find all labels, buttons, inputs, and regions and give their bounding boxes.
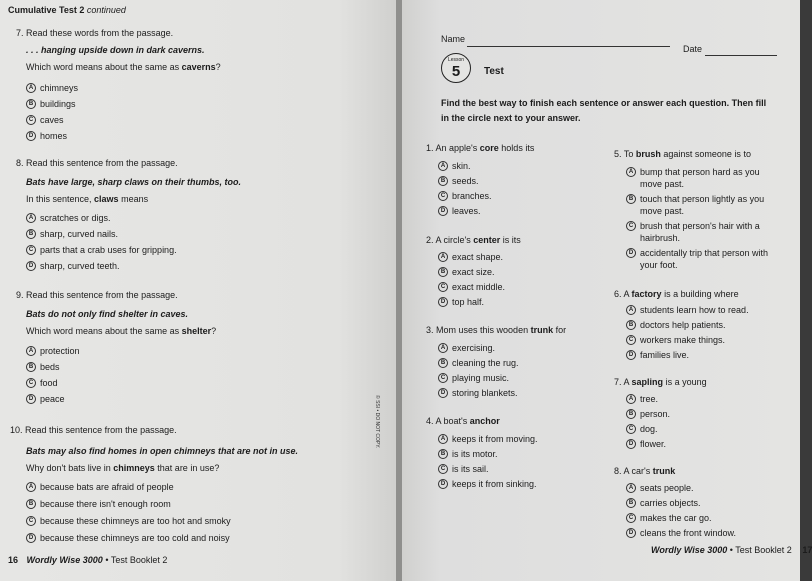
rq8-option-b-text: carries objects. <box>640 498 701 508</box>
rq7-option-b-text: person. <box>640 409 671 419</box>
rq6-option-b[interactable] <box>626 320 726 330</box>
bubble-b-icon[interactable]: B <box>26 499 36 509</box>
bubble-d-icon[interactable]: D <box>26 394 36 404</box>
rq5-option-d[interactable] <box>626 248 768 258</box>
rq3-option-d[interactable] <box>438 388 518 398</box>
right-footer-sub: • Test Booklet 2 <box>727 545 792 555</box>
q7-option-c[interactable] <box>26 115 64 125</box>
rq7-post: is a young <box>663 377 707 387</box>
q8-option-b-text: sharp, curved nails. <box>40 229 119 239</box>
bubble-b-icon[interactable]: B <box>626 194 636 204</box>
q9-option-d-text: peace <box>40 394 65 404</box>
header-suffix: continued <box>86 5 126 15</box>
rq1-option-c[interactable] <box>438 191 492 201</box>
bubble-c-icon[interactable]: C <box>26 245 36 255</box>
q9-quote: Bats do not only find shelter in caves. <box>26 309 189 319</box>
bubble-a-icon[interactable]: A <box>626 483 636 493</box>
rq1-option-d-text: leaves. <box>452 206 481 216</box>
q9-number: 9. <box>16 290 24 300</box>
header-title <box>8 5 126 15</box>
rq6-option-a-text: students learn how to read. <box>640 305 749 315</box>
right-footer <box>651 545 812 555</box>
rq2-prompt <box>426 235 521 245</box>
rq2-option-d[interactable] <box>438 297 484 307</box>
left-page-number: 16 <box>8 555 19 565</box>
bubble-a-icon[interactable]: A <box>438 434 448 444</box>
rq4-prompt <box>426 416 500 426</box>
rq7-option-b[interactable] <box>626 409 670 419</box>
q7-option-a[interactable] <box>26 83 78 93</box>
bubble-d-icon[interactable]: D <box>626 439 636 449</box>
bubble-c-icon[interactable]: C <box>626 424 636 434</box>
rq3-option-c[interactable] <box>438 373 509 383</box>
rq6-number: 6. <box>614 289 622 299</box>
bubble-d-icon[interactable]: D <box>26 131 36 141</box>
rq8-pre: A car's <box>623 466 653 476</box>
rq3-option-a-text: exercising. <box>452 343 496 353</box>
bubble-c-icon[interactable]: C <box>438 282 448 292</box>
bubble-b-icon[interactable]: B <box>26 99 36 109</box>
q7-ask-pre: Which word means about the same as <box>26 62 182 72</box>
rq8-option-a-text: seats people. <box>640 483 694 493</box>
lesson-number: 5 <box>451 63 461 80</box>
rq2-option-c[interactable] <box>438 282 505 292</box>
rq5-option-a[interactable] <box>626 167 760 177</box>
rq6-option-d-text: families live. <box>640 350 690 360</box>
q10-prompt-text: Read this sentence from the passage. <box>25 425 177 435</box>
rq5-option-c[interactable] <box>626 221 760 231</box>
rq6-word: factory <box>631 289 662 299</box>
rq2-option-b[interactable] <box>438 267 495 277</box>
q10-option-a[interactable] <box>26 482 174 492</box>
rq2-option-a-text: exact shape. <box>452 252 504 262</box>
rq6-post: is a building where <box>661 289 739 299</box>
q7-option-d[interactable] <box>26 131 67 141</box>
bubble-d-icon[interactable]: D <box>26 533 36 543</box>
rq7-number: 7. <box>614 377 622 387</box>
bubble-a-icon[interactable]: A <box>438 252 448 262</box>
bubble-b-icon[interactable]: B <box>626 409 636 419</box>
rq8-option-a[interactable] <box>626 483 694 493</box>
rq4-option-b[interactable] <box>438 449 498 459</box>
rq8-number: 8. <box>614 466 622 476</box>
rq5-option-a-cont: move past. <box>640 179 685 189</box>
q8-option-b[interactable] <box>26 229 118 239</box>
q8-quote: Bats have large, sharp claws on their thumbs, too. <box>26 177 242 187</box>
lesson-badge <box>441 53 471 83</box>
instructions-line-1: Find the best way to finish each sentence or answer each question. Then fill <box>441 98 767 108</box>
q8-ask-pre: In this sentence, <box>26 194 95 204</box>
q8-prompt-text: Read this sentence from the passage. <box>26 158 178 168</box>
rq1-option-a[interactable] <box>438 161 471 171</box>
q8-number: 8. <box>16 158 24 168</box>
q9-option-b-text: beds <box>40 362 60 372</box>
rq7-word: sapling <box>631 377 664 387</box>
bubble-c-icon[interactable]: C <box>438 464 448 474</box>
q8-option-d-text: sharp, curved teeth. <box>40 261 120 271</box>
bubble-b-icon[interactable]: B <box>26 229 36 239</box>
rq3-post: for <box>553 325 567 335</box>
right-page-number: 17 <box>802 545 812 555</box>
rq3-pre: Mom uses this wooden <box>436 325 531 335</box>
rq4-pre: A boat's <box>435 416 470 426</box>
q8-ask <box>26 194 148 204</box>
bubble-b-icon[interactable]: B <box>438 176 448 186</box>
q7-option-d-text: homes <box>40 131 68 141</box>
rq4-option-c-text: is its sail. <box>452 464 489 474</box>
rq6-pre: A <box>623 289 632 299</box>
bubble-a-icon[interactable]: A <box>626 167 636 177</box>
rq8-option-c-text: makes the car go. <box>640 513 712 523</box>
q10-option-d-text: because these chimneys are too cold and noisy <box>40 533 230 543</box>
q8-ask-word: claws <box>94 194 119 204</box>
bubble-c-icon[interactable]: C <box>438 373 448 383</box>
name-field[interactable] <box>467 46 670 47</box>
q8-option-d[interactable] <box>26 261 120 271</box>
rq6-option-d[interactable] <box>626 350 689 360</box>
rq8-option-c[interactable] <box>626 513 712 523</box>
bubble-b-icon[interactable]: B <box>626 320 636 330</box>
bubble-c-icon[interactable]: C <box>438 191 448 201</box>
bubble-c-icon[interactable]: C <box>626 221 636 231</box>
rq4-option-d-text: keeps it from sinking. <box>452 479 537 489</box>
rq4-number: 4. <box>426 416 434 426</box>
date-label: Date <box>683 44 703 54</box>
rq4-option-b-text: is its motor. <box>452 449 498 459</box>
q8-option-c-text: parts that a crab uses for gripping. <box>40 245 177 255</box>
rq5-option-b-text: touch that person lightly as you <box>640 194 765 204</box>
q9-option-d[interactable] <box>26 394 65 404</box>
date-field[interactable] <box>705 55 777 56</box>
rq6-prompt <box>614 289 739 299</box>
lesson-label: Lesson <box>447 57 465 63</box>
q9-ask <box>26 326 216 336</box>
copyright-notice: © SSI • DO NOT COPY. <box>374 395 380 449</box>
q8-option-c[interactable] <box>26 245 177 255</box>
rq4-word: anchor <box>469 416 500 426</box>
q7-option-b[interactable] <box>26 99 76 109</box>
rq6-option-c-text: workers make things. <box>640 335 726 345</box>
rq5-option-d-cont: your foot. <box>640 260 678 270</box>
bubble-a-icon[interactable]: A <box>26 83 36 93</box>
rq1-option-b-text: seeds. <box>452 176 479 186</box>
q10-option-d[interactable] <box>26 533 230 543</box>
q9-ask-word: shelter <box>181 326 212 336</box>
bubble-c-icon[interactable]: C <box>26 378 36 388</box>
rq3-word: trunk <box>530 325 554 335</box>
rq1-option-a-text: skin. <box>452 161 471 171</box>
rq1-option-c-text: branches. <box>452 191 492 201</box>
rq5-option-d-text: accidentally trip that person with <box>640 248 769 258</box>
q7-option-a-text: chimneys <box>40 83 79 93</box>
q7-number: 7. <box>16 28 24 38</box>
rq6-option-b-text: doctors help patients. <box>640 320 726 330</box>
q9-option-a[interactable] <box>26 346 80 356</box>
q10-ask <box>26 463 219 473</box>
q10-ask-word: chimneys <box>113 463 155 473</box>
rq7-option-c[interactable] <box>626 424 658 434</box>
rq1-number: 1. <box>426 143 434 153</box>
rq7-pre: A <box>623 377 632 387</box>
rq5-pre: To <box>623 149 636 159</box>
rq2-option-d-text: top half. <box>452 297 485 307</box>
q7-ask-word: caverns <box>181 62 216 72</box>
rq4-option-d[interactable] <box>438 479 537 489</box>
left-footer-title: Wordly Wise 3000 <box>26 555 103 565</box>
rq3-option-c-text: playing music. <box>452 373 510 383</box>
rq1-post: holds its <box>498 143 535 153</box>
bubble-b-icon[interactable]: B <box>438 358 448 368</box>
q10-ask-post: that are in use? <box>154 463 220 473</box>
rq4-option-a[interactable] <box>438 434 538 444</box>
rq7-option-a[interactable] <box>626 394 658 404</box>
bubble-a-icon[interactable]: A <box>26 213 36 223</box>
rq7-option-d[interactable] <box>626 439 666 449</box>
q9-option-c-text: food <box>40 378 58 388</box>
rq3-number: 3. <box>426 325 434 335</box>
rq2-option-a[interactable] <box>438 252 503 262</box>
left-footer <box>8 555 167 565</box>
rq6-option-a[interactable] <box>626 305 749 315</box>
q9-ask-post: ? <box>211 326 217 336</box>
bubble-d-icon[interactable]: D <box>626 350 636 360</box>
rq2-option-b-text: exact size. <box>452 267 495 277</box>
q7-option-b-text: buildings <box>40 99 76 109</box>
rq8-option-d[interactable] <box>626 528 736 538</box>
q10-option-c-text: because these chimneys are too hot and smoky <box>40 516 231 526</box>
instructions-line-2: in the circle next to your answer. <box>441 113 581 123</box>
bubble-b-icon[interactable]: B <box>438 267 448 277</box>
bubble-a-icon[interactable]: A <box>26 346 36 356</box>
q8-ask-post: means <box>118 194 149 204</box>
q10-ask-pre: Why don't bats live in <box>26 463 114 473</box>
test-label: Test <box>484 66 504 77</box>
rq6-option-c[interactable] <box>626 335 725 345</box>
rq7-option-d-text: flower. <box>640 439 667 449</box>
rq2-number: 2. <box>426 235 434 245</box>
rq7-option-a-text: tree. <box>640 394 659 404</box>
q10-option-b[interactable] <box>26 499 171 509</box>
q10-prompt <box>10 425 177 435</box>
bubble-b-icon[interactable]: B <box>438 449 448 459</box>
bubble-b-icon[interactable]: B <box>26 362 36 372</box>
q8-prompt <box>16 158 178 168</box>
rq7-option-c-text: dog. <box>640 424 658 434</box>
rq1-prompt <box>426 143 534 153</box>
rq3-option-b[interactable] <box>438 358 519 368</box>
bubble-a-icon[interactable]: A <box>26 482 36 492</box>
q10-quote: Bats may also find homes in open chimneys that are not in use. <box>26 446 299 456</box>
rq1-option-d[interactable] <box>438 206 481 216</box>
rq8-option-d-text: cleans the front window. <box>640 528 737 538</box>
q8-option-a[interactable] <box>26 213 111 223</box>
left-footer-sub: • Test Booklet 2 <box>102 555 168 565</box>
rq2-word: center <box>473 235 501 245</box>
bubble-d-icon[interactable]: D <box>438 479 448 489</box>
rq3-option-a[interactable] <box>438 343 495 353</box>
q7-option-c-text: caves <box>40 115 64 125</box>
bubble-c-icon[interactable]: C <box>626 335 636 345</box>
rq5-option-c-cont: hairbrush. <box>640 233 681 243</box>
bubble-d-icon[interactable]: D <box>626 248 636 258</box>
q7-ask <box>26 62 221 72</box>
rq5-option-c-text: brush that person's hair with a <box>640 221 760 231</box>
q10-option-a-text: because bats are afraid of people <box>40 482 174 492</box>
q7-quote: . . . hanging upside down in dark caverns. <box>26 45 205 55</box>
bubble-d-icon[interactable]: D <box>438 388 448 398</box>
rq2-post: is its <box>500 235 521 245</box>
name-label: Name <box>441 34 466 44</box>
rq5-option-b-cont: move past. <box>640 206 685 216</box>
q10-option-c[interactable] <box>26 516 231 526</box>
q7-prompt <box>16 28 173 38</box>
right-footer-title: Wordly Wise 3000 <box>651 545 728 555</box>
rq5-option-a-text: bump that person hard as you <box>640 167 760 177</box>
bubble-a-icon[interactable]: A <box>438 343 448 353</box>
rq5-number: 5. <box>614 149 622 159</box>
rq8-option-b[interactable] <box>626 498 701 508</box>
rq3-option-d-text: storing blankets. <box>452 388 518 398</box>
book-gutter <box>396 0 402 581</box>
q10-option-b-text: because there isn't enough room <box>40 499 171 509</box>
q10-number: 10. <box>10 425 23 435</box>
q9-option-b[interactable] <box>26 362 60 372</box>
bubble-c-icon[interactable]: C <box>626 513 636 523</box>
q9-ask-pre: Which word means about the same as <box>26 326 182 336</box>
q7-ask-post: ? <box>215 62 221 72</box>
bubble-b-icon[interactable]: B <box>626 498 636 508</box>
rq7-prompt <box>614 377 707 387</box>
bubble-a-icon[interactable]: A <box>438 161 448 171</box>
bubble-d-icon[interactable]: D <box>438 297 448 307</box>
rq5-option-b[interactable] <box>626 194 764 204</box>
q9-prompt-text: Read this sentence from the passage. <box>26 290 178 300</box>
q9-option-c[interactable] <box>26 378 58 388</box>
q9-option-a-text: protection <box>40 346 80 356</box>
bubble-a-icon[interactable]: A <box>626 394 636 404</box>
rq8-prompt <box>614 466 675 476</box>
rq1-option-b[interactable] <box>438 176 479 186</box>
rq5-prompt <box>614 149 751 159</box>
q7-prompt-text: Read these words from the passage. <box>26 28 174 38</box>
rq5-post: against someone is to <box>660 149 751 159</box>
bubble-d-icon[interactable]: D <box>26 261 36 271</box>
bubble-a-icon[interactable]: A <box>626 305 636 315</box>
rq3-prompt <box>426 325 566 335</box>
rq1-pre: An apple's <box>435 143 480 153</box>
rq3-option-b-text: cleaning the rug. <box>452 358 519 368</box>
bubble-d-icon[interactable]: D <box>438 206 448 216</box>
bubble-c-icon[interactable]: C <box>26 516 36 526</box>
rq2-pre: A circle's <box>435 235 474 245</box>
rq5-word: brush <box>635 149 661 159</box>
rq2-option-c-text: exact middle. <box>452 282 506 292</box>
q8-option-a-text: scratches or digs. <box>40 213 111 223</box>
rq8-word: trunk <box>652 466 676 476</box>
bubble-c-icon[interactable]: C <box>26 115 36 125</box>
rq4-option-c[interactable] <box>438 464 489 474</box>
rq1-word: core <box>479 143 499 153</box>
rq4-option-a-text: keeps it from moving. <box>452 434 538 444</box>
header-label: Cumulative Test 2 <box>8 5 85 15</box>
q9-prompt <box>16 290 178 300</box>
bubble-d-icon[interactable]: D <box>626 528 636 538</box>
